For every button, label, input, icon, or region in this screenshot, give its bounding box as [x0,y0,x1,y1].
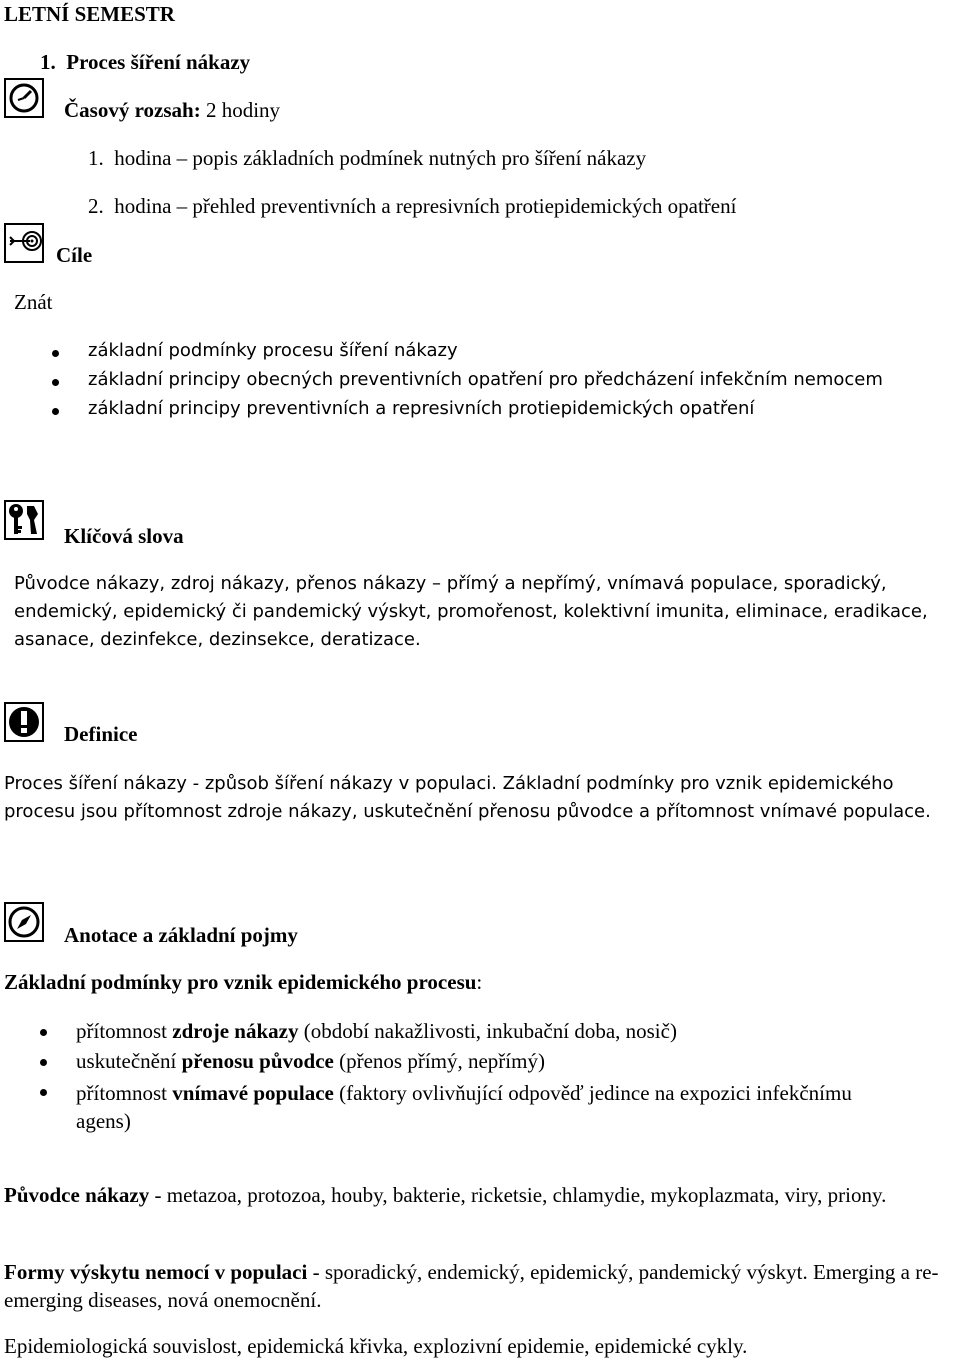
hour-item: 1. hodina – popis základních podmínek nutných pro šíření nákazy [88,146,647,170]
time-value: 2 hodiny [205,98,281,122]
time-label: Časový rozsah: [64,98,201,122]
know-label: Znát [14,290,53,314]
bullet-icon [52,408,59,415]
time-range [64,98,280,123]
bullet-icon [52,379,59,386]
forms-paragraph: Formy výskytu nemocí v populaci - sporadický, endemický, epidemický, pandemický výskyt. Emerging a re-emerging diseases, nová onemocnění. [4,1260,939,1312]
conditions-heading: Základní podmínky pro vznik epidemického procesu: [4,970,483,994]
section-title-text: Proces šíření nákazy [66,50,251,74]
hour-item: 2. hodina – přehled preventivních a represivních protiepidemických opatření [88,194,737,218]
section-number: 1. [40,50,56,74]
clock-icon [4,78,44,118]
condition-item: uskutečnění přenosu původce (přenos přímý, nepřímý) [76,1049,545,1073]
bullet-icon [40,1059,47,1066]
bullet-icon [40,1029,47,1036]
section-title [40,50,250,75]
exclamation-icon [4,702,44,742]
keywords-text: Původce nákazy, zdroj nákazy, přenos nákazy – přímý a nepřímý, vnímavá populace, sporadický, endemický, epidemický či pandemický výskyt, promořenost, kolektivní imunita, eliminace, eradikace, asanace, dezinfekce, dezinsekce, deratizace. [14,573,928,650]
compass-icon [4,902,44,942]
goal-item: základní podmínky procesu šíření nákazy [88,340,458,361]
bullet-icon [40,1089,47,1096]
semester-heading: LETNÍ SEMESTR [4,2,175,26]
goals-heading: Cíle [56,243,93,267]
definition-heading: Definice [64,722,138,746]
bullet-icon [52,350,59,357]
goal-item: základní principy obecných preventivních opatření pro předcházení infekčním nemocem [88,369,883,390]
annotation-heading: Anotace a základní pojmy [64,923,298,947]
condition-item: přítomnost vnímavé populace (faktory ovlivňující odpověď jedince na expozici infekčnímu agens) [76,1081,852,1133]
agents-paragraph: Původce nákazy - metazoa, protozoa, houby, bakterie, ricketsie, chlamydie, mykoplazmata, viry, priony. [4,1183,887,1207]
keys-icon [4,500,44,540]
definition-text: Proces šíření nákazy - způsob šíření nákazy v populaci. Základní podmínky pro vznik epidemického procesu jsou přítomnost zdroje nákazy, uskutečnění přenosu původce a přítomnost vnímavé populace. [4,773,931,822]
goal-item: základní principy preventivních a represivních protiepidemických opatření [88,398,755,419]
condition-item: přítomnost zdroje nákazy (období nakažlivosti, inkubační doba, nosič) [76,1019,677,1043]
last-line: Epidemiologická souvislost, epidemická křivka, explozivní epidemie, epidemické cykly. [4,1334,748,1358]
target-icon [4,223,44,263]
keywords-heading: Klíčová slova [64,524,184,548]
